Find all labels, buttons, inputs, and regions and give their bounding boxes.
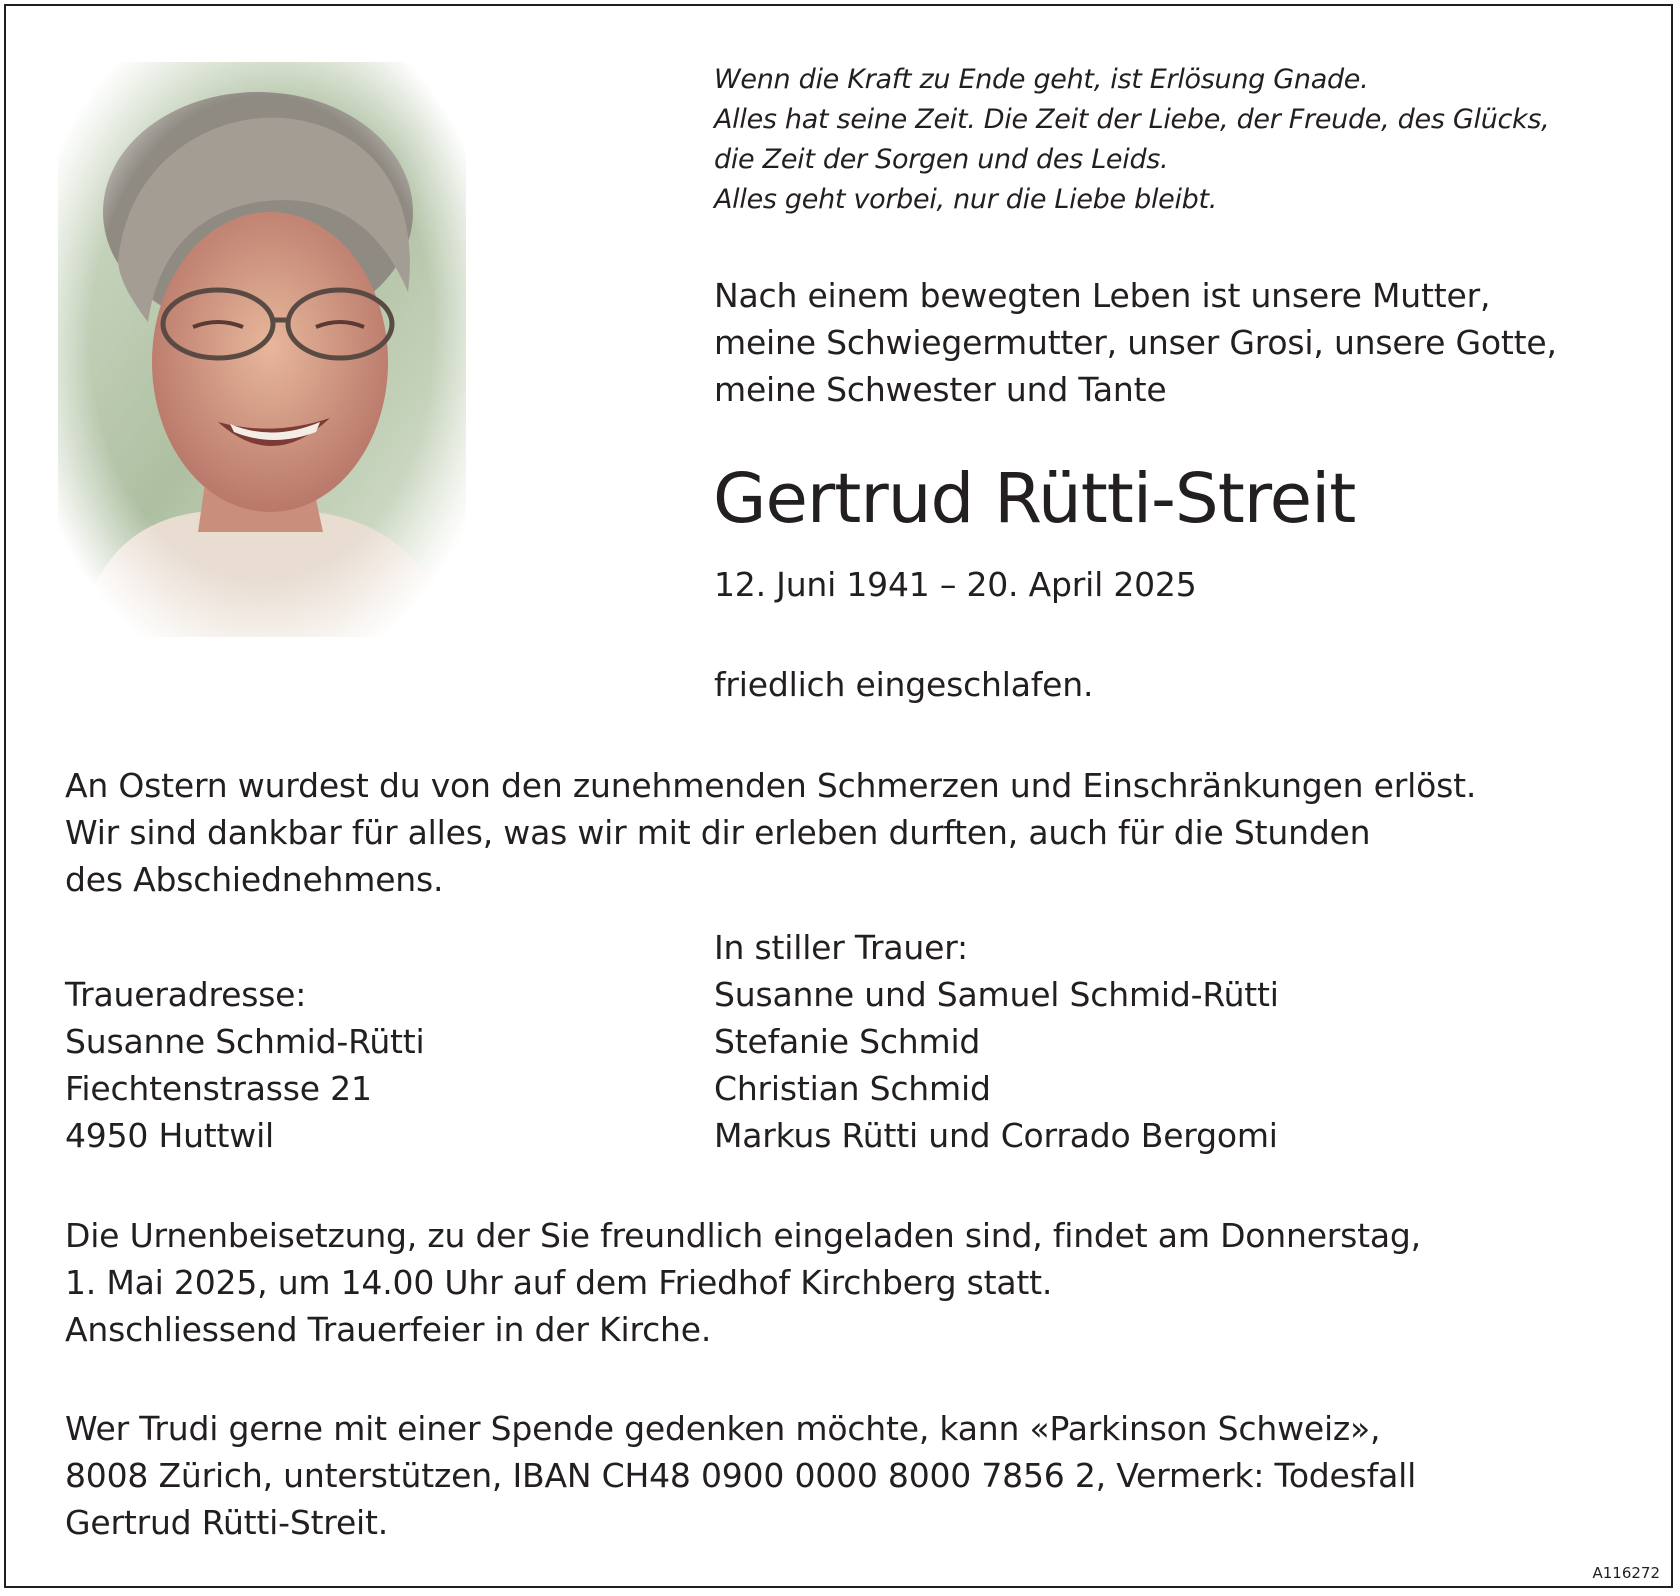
quote-line: Wenn die Kraft zu Ende geht, ist Erlösung Gnade.	[714, 64, 1369, 95]
mourners-block	[714, 924, 1279, 1159]
message-line: An Ostern wurdest du von den zunehmenden Schmerzen und Einschränkungen erlöst.	[65, 766, 1477, 805]
quote-line: die Zeit der Sorgen und des Leids.	[714, 144, 1169, 175]
deceased-name: Gertrud Rütti-Streit	[713, 459, 1356, 539]
mourning-address	[65, 971, 424, 1159]
mourner-name: Susanne und Samuel Schmid-Rütti	[714, 975, 1279, 1014]
mourner-name: Christian Schmid	[714, 1069, 991, 1108]
message-line: Wir sind dankbar für alles, was wir mit dir erleben durften, auch für die Stunden	[65, 813, 1371, 852]
quote-line: Alles hat seine Zeit. Die Zeit der Liebe, der Freude, des Glücks,	[714, 104, 1550, 135]
donation-line: Gertrud Rütti-Streit.	[65, 1503, 389, 1542]
ad-code: A116272	[1592, 1564, 1660, 1582]
donation-line: Wer Trudi gerne mit einer Spende gedenken möchte, kann «Parkinson Schweiz»,	[65, 1409, 1381, 1448]
message-line: des Abschiednehmens.	[65, 860, 444, 899]
mourners-heading: In stiller Trauer:	[714, 928, 968, 967]
intro-block	[714, 272, 1557, 413]
intro-line: meine Schwiegermutter, unser Grosi, unsere Gotte,	[714, 323, 1557, 362]
mourner-name: Markus Rütti und Corrado Bergomi	[714, 1116, 1278, 1155]
ceremony-block	[65, 1212, 1421, 1353]
address-heading: Traueradresse:	[65, 975, 307, 1014]
ceremony-line: Anschliessend Trauerfeier in der Kirche.	[65, 1310, 712, 1349]
message-block	[65, 762, 1476, 903]
ceremony-line: 1. Mai 2025, um 14.00 Uhr auf dem Friedhof Kirchberg statt.	[65, 1263, 1053, 1302]
life-dates: 12. Juni 1941 – 20. April 2025	[714, 565, 1197, 604]
donation-block	[65, 1405, 1416, 1546]
donation-line: 8008 Zürich, unterstützen, IBAN CH48 0900 0000 8000 7856 2, Vermerk: Todesfall	[65, 1456, 1417, 1495]
passing-note: friedlich eingeschlafen.	[714, 665, 1094, 704]
quote-line: Alles geht vorbei, nur die Liebe bleibt.	[714, 184, 1218, 215]
portrait-photo	[58, 62, 466, 637]
intro-line: meine Schwester und Tante	[714, 370, 1167, 409]
mourner-name: Stefanie Schmid	[714, 1022, 981, 1061]
quote-block	[714, 60, 1549, 220]
intro-line: Nach einem bewegten Leben ist unsere Mutter,	[714, 276, 1491, 315]
address-line: 4950 Huttwil	[65, 1116, 275, 1155]
address-line: Susanne Schmid-Rütti	[65, 1022, 425, 1061]
address-line: Fiechtenstrasse 21	[65, 1069, 372, 1108]
ceremony-line: Die Urnenbeisetzung, zu der Sie freundlich eingeladen sind, findet am Donnerstag,	[65, 1216, 1421, 1255]
